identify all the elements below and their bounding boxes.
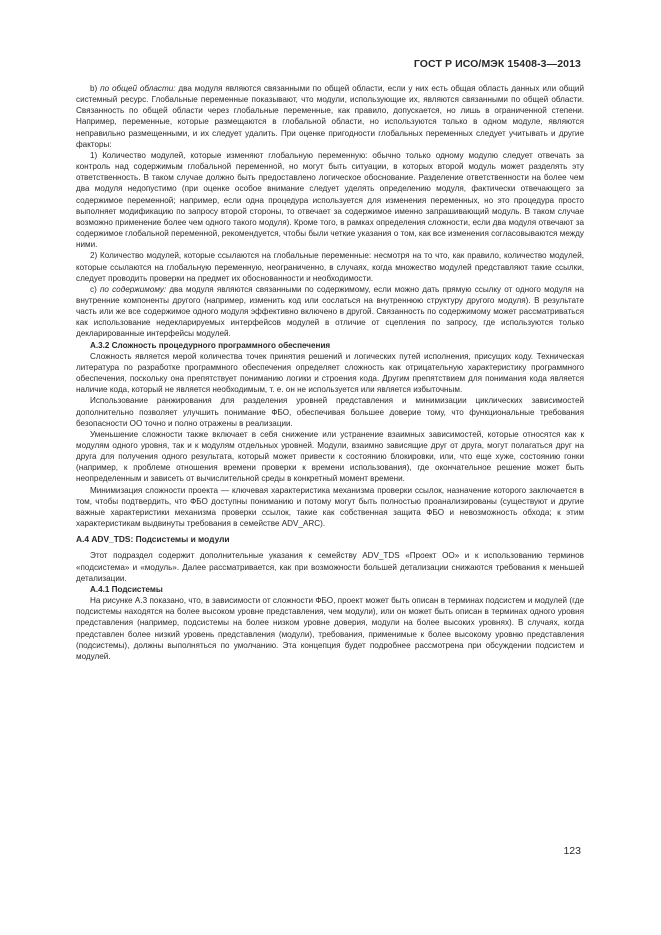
list-marker: b) <box>90 84 101 93</box>
body-paragraph <box>76 429 584 485</box>
list-marker: c) <box>90 284 100 294</box>
body-paragraph <box>76 83 584 150</box>
body-paragraph <box>76 150 584 250</box>
body-paragraph <box>76 250 584 283</box>
body-paragraph <box>76 351 584 396</box>
section-title <box>76 534 584 545</box>
paragraph-text: два модуля являются связанными по содержимому, если можно дать прямую ссылку от одного модуля на внутренние компоненты другого (например, изменить код или сослаться на внутреннюю структуру другого модуля). В результате часть или же все содержимое одного модуля эффективно включено в другой. Связанность по содержимому может рассматриваться как использование недекларируемых интерфейсов модулей в отличие от сцепления по запросу, где используются только декларированные интерфейсы модулей. <box>76 284 584 339</box>
paragraph-text: Уменьшение сложности также включает в себя снижение или устранение взаимных зависимостей, которые относятся как к модулям одного уровня, так и к модулям отдельных уровней. Модули, взаимно зависящие друг от друга, могут полагаться друг на друга для получения одного результата, который может привести к состоянию блокировки, или, что еще хуже, состоянию гонки (например, к проблеме отношения времени проверки к времени использования), где окончательное решение может быть неопределенным и зависеть от вычислительной среды в конкретный момент времени. <box>76 429 584 484</box>
body-paragraph <box>76 284 584 340</box>
paragraph-text: А.4 ADV_TDS: Подсистемы и модули <box>76 534 230 545</box>
paragraph-text: Минимизация сложности проекта — ключевая характеристика механизма проверки ссылок, назначение которого заключается в том, чтобы подтвердить, что ФБО доступны пониманию и потому могут быть полностью проанализированы (существуют и другие важные характеристики механизма проверки ссылок, такие как собственная защита ФБО и невозможность обхода; к этим характеристикам выдвинуты требования в семействе ADV_ARC). <box>76 485 584 529</box>
page-number: 123 <box>563 845 581 857</box>
paragraph-text: Сложность является мерой количества точек принятия решений и логических путей исполнения, присущих коду. Техническая литература по разработке программного обеспечения определяет сложность как отрицательную характеристику программного обеспечения, поскольку она препятствует пониманию логики и строения кода. Другим препятствием для понимания кода является наличие кода, который не является необходимым, т. е. он не используется или является избыточным. <box>76 351 584 395</box>
document-header: ГОСТ Р ИСО/МЭК 15408-3—2013 <box>413 58 581 70</box>
section-heading <box>76 340 584 351</box>
paragraph-text: Этот подраздел содержит дополнительные указания к семейству ADV_TDS «Проект ОО» и к использованию терминов «подсистема» и «модуль». Далее рассматривается, как при возможности большей детализации снижаются требования к меньшей детализации. <box>76 551 584 583</box>
paragraph-text: Использование ранжирования для разделения уровней представления и минимизации циклических зависимостей дополнительно позволяет улучшить понимание ФБО, обеспечивая большее доверие тому, что функциональные требования безопасности ОО точно и полно отражены в реализации. <box>76 396 584 428</box>
paragraph-text: А.3.2 Сложность процедурного программного обеспечения <box>90 340 331 350</box>
italic-term: по общей области: <box>100 84 176 93</box>
section-heading <box>76 584 584 595</box>
paragraph-text: На рисунке А.3 показано, что, в зависимости от сложности ФБО, проект может быть описан в терминах подсистем и модулей (где подсистемы находятся на более высоком уровне представления, чем модули), или он может быть описан в терминах одного уровня представления (например, подсистемы на более низком уровне доверия, модули на более высоких уровнях). В случаях, когда представлен более низкий уровень представления (модули), требования, применимые к более высокому уровню представления (подсистемы), должны выполняться по умолчанию. Эта концепция будет подробнее рассмотрена при обсуждении подсистем и модулей. <box>76 596 584 661</box>
document-body <box>76 83 584 662</box>
paragraph-text: два модуля являются связанными по общей области, если у них есть общая область данных или общий системный ресурс. Глобальные переменные показывают, что модули, использующие их, являются связанными по общей области. Связанность по общей области через глобальные переменные, как правило, допускается, но лишь в ограниченной степени. Например, переменные, которые размещаются в глобальной области, но используются только в одном модуле, являются неправильно размещенными, и их следует удалить. При оценке пригодности глобальных переменных следует учитывать и другие факторы: <box>76 84 585 149</box>
paragraph-text: А.4.1 Подсистемы <box>90 584 163 594</box>
paragraph-text: 2) Количество модулей, которые ссылаются на глобальные переменные: несмотря на то что, как правило, количество модулей, которые ссылаются на глобальную переменную, неограниченно, в случаях, когда множество модулей представляют такие ссылки, следует проводить проверки на предмет их обоснованности и необходимости. <box>76 251 584 283</box>
body-paragraph <box>76 550 584 583</box>
italic-term: по содержимому: <box>99 284 167 294</box>
body-paragraph <box>76 485 584 530</box>
paragraph-text: 1) Количество модулей, которые изменяют глобальную переменную: обычно только одному модулю следует отвечать за контроль над содержимым глобальной переменной, но могут быть ситуации, в которых второй модуль может разделять эту ответственность. В таком случае должно быть предоставлено логическое обоснование. Разделение ответственности на более чем два модуля недопустимо (при оценке особое внимание следует уделять определению модуля, фактически отвечающего за содержимое переменной; например, если одна процедура используется для изменения переменных, но это процедура просто выполняет модификацию по запросу второй стороны, то отвечает за содержимое именно запрашивающий модуль. В таком случае возможно применение более чем одного такого модуля). Кроме того, в рамках определения сложности, если два модуля отвечают за содержимое глобальной переменной, рекомендуется, чтобы были четкие указания о том, как все изменения согласовываются между ними. <box>76 150 584 250</box>
body-paragraph <box>76 595 584 662</box>
body-paragraph <box>76 395 584 428</box>
